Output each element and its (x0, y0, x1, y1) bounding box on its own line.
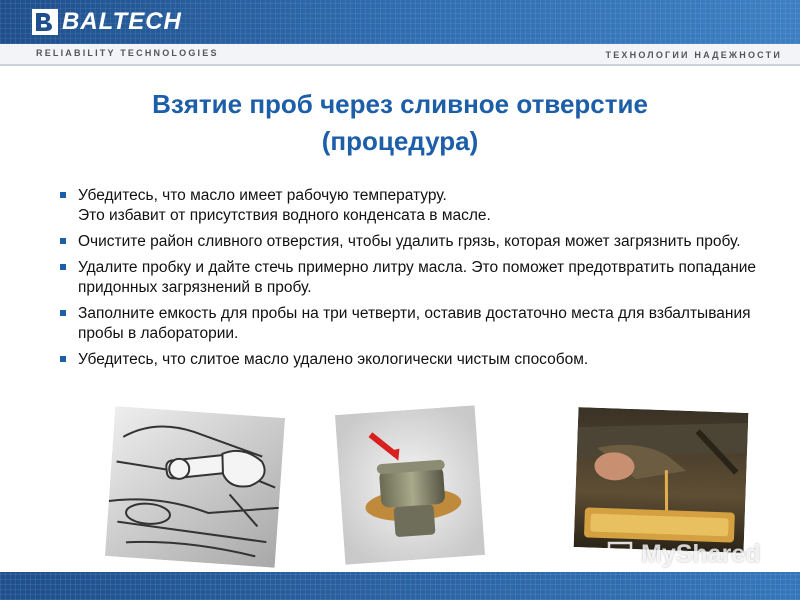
bullet-item (60, 186, 780, 226)
bullet-item (60, 258, 780, 298)
bullet-text: Убедитесь, что слитое масло удалено экологически чистым способом. (78, 351, 589, 368)
bullet-square-icon (60, 310, 66, 316)
wrench-drawing-image (105, 406, 285, 567)
bullet-item (60, 350, 780, 370)
header-band (0, 0, 800, 44)
tagline-band (0, 44, 800, 66)
myshared-watermark (607, 538, 777, 570)
bullet-square-icon (60, 264, 66, 270)
bullet-item (60, 304, 780, 344)
watermark-text: MyShared (641, 539, 761, 568)
logo-mark-icon (32, 9, 58, 35)
bullet-text: Очистите район сливного отверстия, чтобы удалить грязь, которая может загрязнить пробу. (78, 233, 741, 250)
drain-plug-photo (335, 405, 485, 564)
tagline-left: RELIABILITY TECHNOLOGIES (36, 48, 219, 58)
logo-text: BALTECH (62, 8, 182, 35)
presentation-icon (607, 540, 637, 568)
footer-band (0, 572, 800, 600)
bullet-text: Заполните емкость для пробы на три четверти, оставив достаточно места для взбалтывания пробы в лаборатории. (78, 305, 751, 342)
slide-title: Взятие проб через сливное отверстие (процедура) (152, 89, 648, 156)
bullet-text: Удалите пробку и дайте стечь примерно литру масла. Это поможет предотвратить попадание придонных загрязнений в пробу. (78, 259, 757, 296)
bullet-square-icon (60, 356, 66, 362)
bullet-square-icon (60, 238, 66, 244)
baltech-logo (32, 8, 182, 36)
bullet-text: Убедитесь, что масло имеет рабочую температуру. Это избавит от присутствия водного конденсата в масле. (78, 187, 491, 224)
bullet-square-icon (60, 192, 66, 198)
tagline-right: ТЕХНОЛОГИИ НАДЕЖНОСТИ (605, 50, 782, 60)
bullet-item (60, 232, 780, 252)
oil-draining-photo (574, 407, 749, 553)
bullet-list (60, 186, 780, 376)
